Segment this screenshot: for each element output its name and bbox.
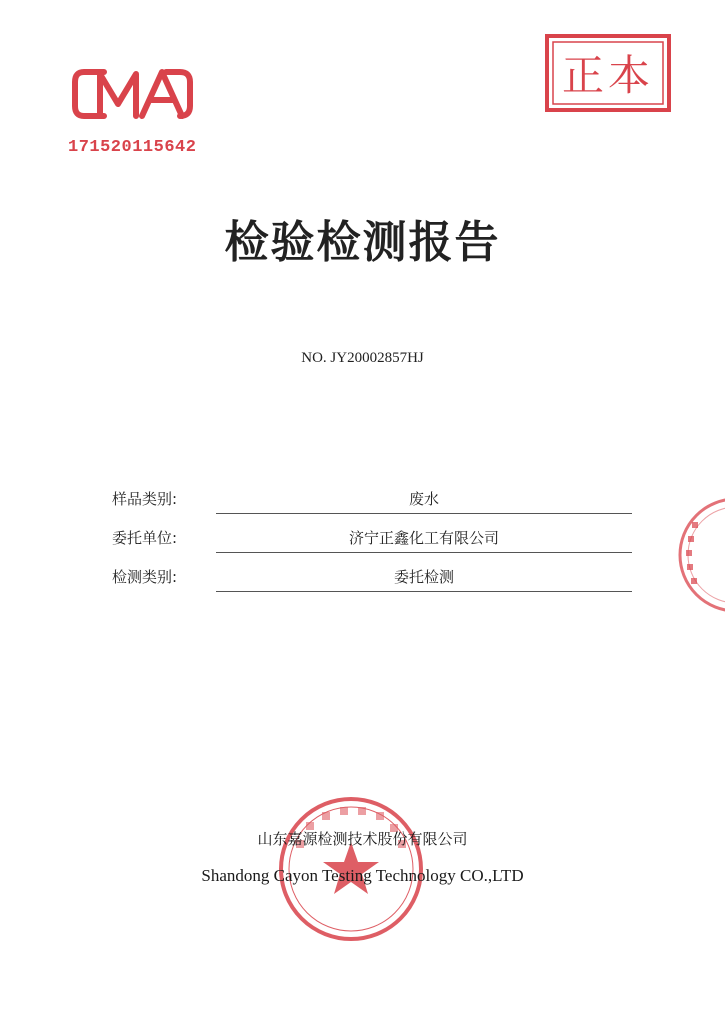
underline <box>216 513 632 514</box>
info-row-sample-type <box>112 480 632 519</box>
company-name-chinese: 山东嘉源检测技术股份有限公司 <box>257 830 468 848</box>
info-table <box>112 480 632 597</box>
cma-mark <box>68 62 218 170</box>
underline <box>216 552 632 553</box>
original-copy-stamp <box>544 33 672 113</box>
info-value: 委托检测 <box>393 568 454 586</box>
info-row-client <box>112 519 632 558</box>
page-edge-seal <box>674 492 725 618</box>
cma-certificate-number: 171520115642 <box>68 138 197 157</box>
company-name-english: Shandong Cayon Testing Technology CO.,LTD <box>201 866 524 885</box>
underline <box>216 591 632 592</box>
report-number: NO. JY20002857HJ <box>301 350 424 366</box>
cma-logo <box>70 64 194 124</box>
info-value: 济宁正鑫化工有限公司 <box>348 529 499 547</box>
report-title: 检验检测报告 <box>224 217 501 268</box>
info-label: 检测类别: <box>112 568 178 586</box>
info-row-test-type <box>112 558 632 597</box>
info-value: 废水 <box>408 490 439 508</box>
info-label: 委托单位: <box>112 529 178 547</box>
svg-text:正本: 正本 <box>561 51 655 100</box>
info-label: 样品类别: <box>112 490 178 508</box>
